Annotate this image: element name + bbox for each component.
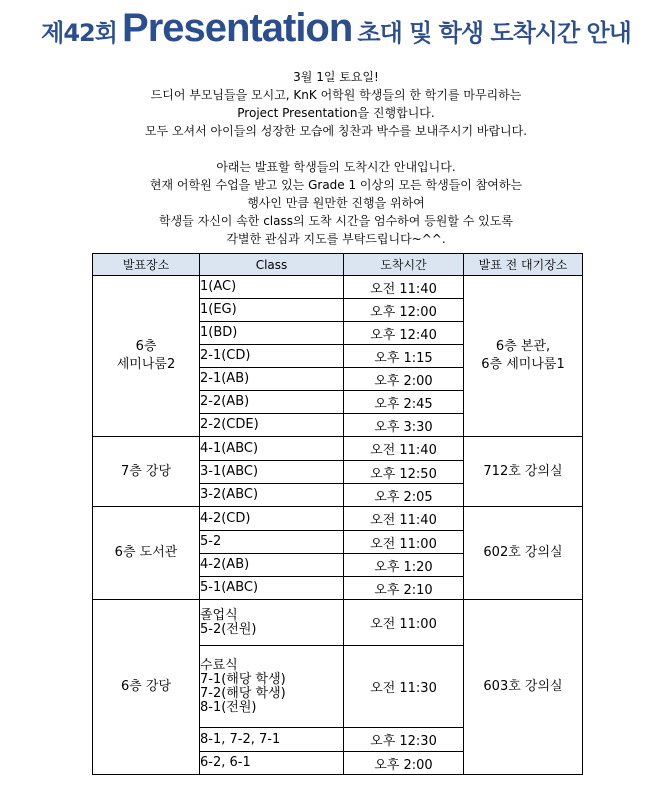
waiting-place-line: 712호 강의실 — [483, 463, 563, 479]
cell-arrival-time: 오후 12:00 — [344, 299, 464, 322]
waiting-place-line: 6층 본관, — [495, 339, 551, 354]
cell-class — [200, 752, 344, 775]
waiting-place-line: 6층 세미나룸1 — [481, 357, 565, 372]
class-line: 2-2(AB) — [200, 394, 250, 409]
place-line: 세미나룸2 — [116, 357, 176, 372]
intro-line: 드디어 부모님들을 모시고, KnK 어학원 학생들의 한 학기를 마무리하는 — [150, 88, 522, 102]
cell-class — [200, 728, 344, 752]
place-line: 7층 강당 — [120, 463, 172, 479]
class-line: 8-1, 7-2, 7-1 — [200, 731, 281, 747]
intro-line: 행사인 만큼 원만한 진행을 위하여 — [247, 196, 425, 210]
intro-paragraph-2 — [0, 158, 672, 248]
intro-line: 모두 오셔서 아이들의 성장한 모습에 칭찬과 박수를 보내주시기 바랍니다. — [144, 124, 528, 138]
class-line: 1(EG) — [200, 302, 237, 317]
place-line: 6층 도서관 — [114, 545, 178, 560]
table-row — [93, 276, 583, 299]
cell-arrival-time: 오후 2:00 — [344, 752, 464, 775]
header-class: Class — [200, 254, 344, 276]
cell-waiting-place — [464, 600, 583, 775]
class-line: 수료식 — [200, 657, 238, 673]
class-line: 5-1(ABC) — [200, 580, 259, 595]
cell-arrival-time: 오후 2:05 — [344, 484, 464, 507]
cell-waiting-place — [464, 507, 583, 600]
cell-arrival-time: 오후 12:30 — [344, 728, 464, 752]
cell-arrival-time: 오후 12:50 — [344, 461, 464, 484]
title-main: Presentation — [122, 6, 353, 50]
page-title — [0, 2, 672, 54]
class-line: 7-2(해당 학생) — [200, 685, 286, 701]
cell-class — [200, 437, 344, 461]
cell-place — [93, 507, 200, 600]
cell-class — [200, 577, 344, 600]
cell-arrival-time: 오후 1:20 — [344, 554, 464, 577]
cell-class — [200, 600, 344, 646]
class-line: 6-2, 6-1 — [200, 755, 251, 770]
cell-arrival-time: 오후 2:00 — [344, 368, 464, 391]
class-line: 3-2(ABC) — [200, 487, 259, 502]
intro-text — [0, 68, 672, 248]
table-row — [93, 600, 583, 646]
cell-place — [93, 600, 200, 775]
class-line: 4-2(AB) — [200, 557, 250, 572]
header-place: 발표장소 — [93, 254, 200, 276]
cell-class — [200, 507, 344, 531]
class-line: 2-1(AB) — [200, 371, 250, 386]
cell-place — [93, 276, 200, 437]
header-waiting-place: 발표 전 대기장소 — [464, 254, 583, 276]
class-line: 7-1(해당 학생) — [200, 671, 286, 687]
cell-arrival-time: 오후 2:45 — [344, 391, 464, 414]
cell-class — [200, 414, 344, 437]
arrival-schedule-table — [92, 253, 583, 775]
cell-waiting-place — [464, 276, 583, 437]
table-row — [93, 507, 583, 531]
class-line: 5-2 — [200, 534, 222, 549]
cell-class — [200, 299, 344, 322]
intro-paragraph-1 — [0, 68, 672, 140]
class-line: 졸업식 — [200, 607, 238, 623]
cell-class — [200, 368, 344, 391]
class-line: 4-1(ABC) — [200, 440, 259, 456]
cell-arrival-time: 오전 11:40 — [344, 507, 464, 531]
cell-class — [200, 461, 344, 484]
cell-class — [200, 322, 344, 345]
title-suffix: 초대 및 학생 도착시간 안내 — [357, 19, 631, 47]
cell-class — [200, 554, 344, 577]
paragraph-gap — [0, 140, 672, 158]
header-arrival-time: 도착시간 — [344, 254, 464, 276]
cell-class — [200, 484, 344, 507]
cell-arrival-time: 오후 12:40 — [344, 322, 464, 345]
cell-arrival-time: 오후 2:10 — [344, 577, 464, 600]
cell-class — [200, 531, 344, 554]
class-line: 1(AC) — [200, 279, 237, 294]
waiting-place-line: 603호 강의실 — [483, 679, 563, 694]
table-header-row — [93, 254, 583, 276]
class-line: 8-1(전원) — [200, 699, 257, 715]
table-row — [93, 437, 583, 461]
place-line: 6층 — [135, 339, 157, 354]
class-line: 4-2(CD) — [200, 510, 251, 526]
class-line: 1(BD) — [200, 325, 238, 340]
intro-line: Project Presentation을 진행합니다. — [237, 106, 435, 120]
cell-arrival-time: 오전 11:40 — [344, 437, 464, 461]
intro-line: 각별한 관심과 지도를 부탁드립니다~^^. — [226, 232, 446, 246]
cell-place — [93, 437, 200, 507]
cell-waiting-place — [464, 437, 583, 507]
class-line: 5-2(전원) — [200, 621, 257, 637]
cell-arrival-time: 오전 11:00 — [344, 531, 464, 554]
waiting-place-line: 602호 강의실 — [483, 545, 563, 560]
class-line: 2-1(CD) — [200, 348, 251, 363]
intro-line: 3월 1일 토요일! — [293, 70, 379, 84]
cell-class — [200, 345, 344, 368]
cell-class — [200, 391, 344, 414]
cell-arrival-time: 오후 1:15 — [344, 345, 464, 368]
cell-class — [200, 276, 344, 299]
intro-line: 현재 어학원 수업을 받고 있는 Grade 1 이상의 모든 학생들이 참여하는 — [149, 178, 523, 192]
cell-arrival-time: 오전 11:40 — [344, 276, 464, 299]
title-prefix: 제42회 — [41, 19, 117, 47]
cell-arrival-time: 오전 11:30 — [344, 646, 464, 728]
cell-arrival-time: 오후 3:30 — [344, 414, 464, 437]
intro-line: 학생들 자신이 속한 class의 도착 시간을 엄수하여 등원할 수 있도록 — [159, 214, 513, 228]
place-line: 6층 강당 — [120, 679, 172, 694]
cell-arrival-time: 오전 11:00 — [344, 600, 464, 646]
class-line: 2-2(CDE) — [200, 417, 259, 432]
class-line: 3-1(ABC) — [200, 464, 259, 479]
intro-line: 아래는 발표할 학생들의 도착시간 안내입니다. — [216, 160, 456, 174]
cell-class — [200, 646, 344, 728]
